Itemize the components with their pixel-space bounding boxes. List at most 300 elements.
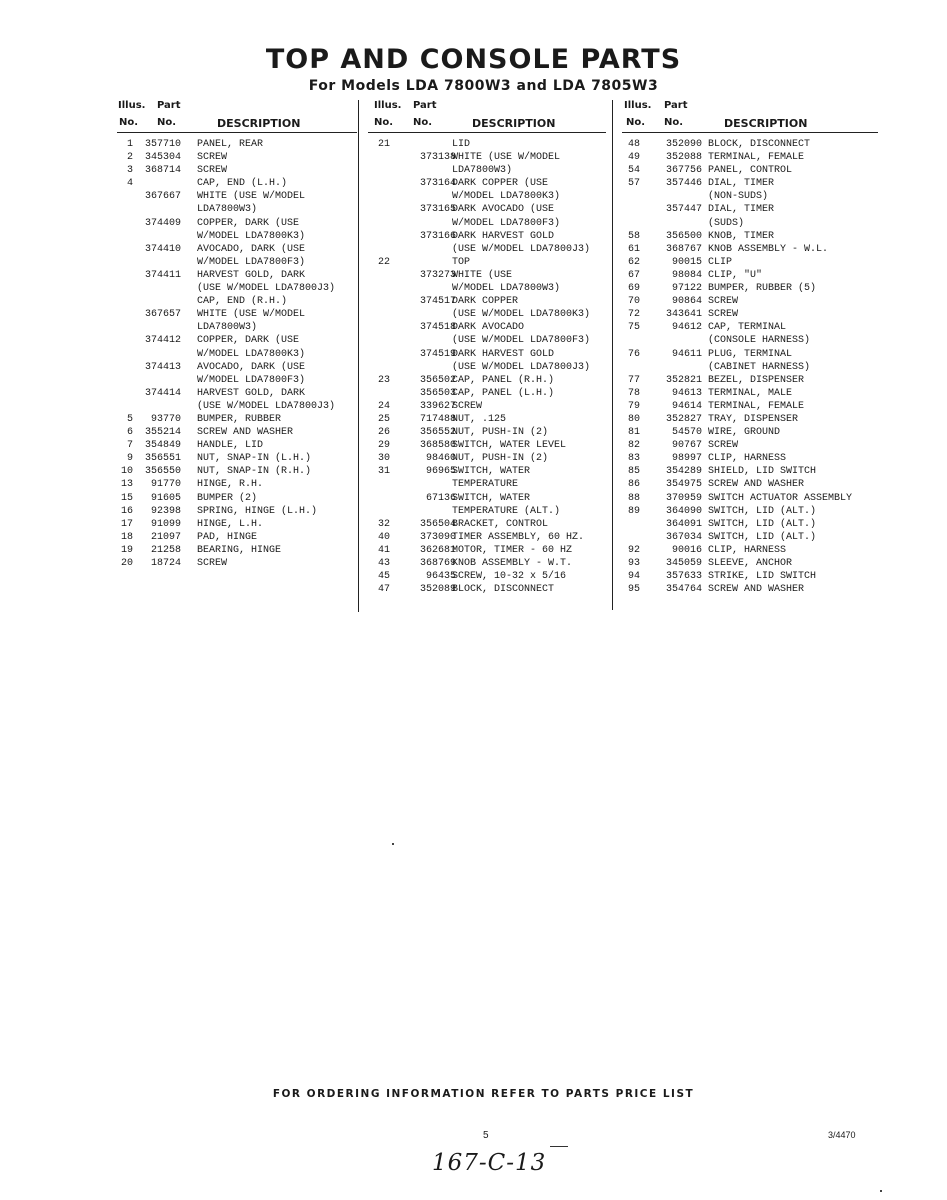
part-number: 354764: [665, 584, 702, 596]
illus-number: 10: [120, 466, 133, 478]
scan-speck: [392, 843, 394, 845]
header-no: No.: [119, 117, 139, 128]
parts-column-1: [117, 98, 357, 570]
part-number: 352088: [665, 152, 702, 164]
table-row: [117, 138, 357, 151]
table-row: [368, 583, 606, 596]
table-row: [368, 295, 606, 308]
page-number: 5: [483, 1130, 489, 1141]
table-row: [117, 544, 357, 557]
header-rule: [622, 132, 878, 133]
part-description: TOP: [452, 256, 471, 268]
table-row: [368, 531, 606, 544]
part-description: SCREW: [708, 296, 739, 308]
part-number: 373166: [419, 230, 456, 242]
part-description: SPRING, HINGE (L.H.): [197, 505, 318, 517]
illus-number: 86: [627, 479, 640, 491]
part-number: 356552: [419, 427, 456, 439]
part-description: NUT, PUSH-IN (2): [452, 427, 549, 439]
table-row: [622, 217, 878, 230]
table-row: [117, 282, 357, 295]
part-number: 91770: [150, 479, 181, 491]
table-row: [622, 282, 878, 295]
illus-number: 26: [377, 427, 390, 439]
part-description: (SUDS): [708, 217, 745, 229]
header-description: DESCRIPTION: [217, 117, 301, 130]
illus-number: 92: [627, 544, 640, 556]
table-row: [117, 256, 357, 269]
part-description: NUT, SNAP-IN (R.H.): [197, 466, 312, 478]
table-row: [368, 557, 606, 570]
header-part: Part: [413, 100, 437, 111]
part-number: 21258: [150, 544, 181, 556]
illus-number: 47: [377, 584, 390, 596]
part-description: (USE W/MODEL LDA7800F3): [452, 335, 591, 347]
illus-number: 80: [627, 413, 640, 425]
part-description: HARVEST GOLD, DARK: [197, 269, 306, 281]
table-row: [368, 348, 606, 361]
parts-rows: [368, 138, 606, 596]
illus-number: 54: [627, 165, 640, 177]
table-row: [368, 439, 606, 452]
table-row: [622, 544, 878, 557]
table-row: [622, 505, 878, 518]
header-no: No.: [626, 117, 646, 128]
illus-number: 78: [627, 387, 640, 399]
illus-number: 13: [120, 479, 133, 491]
part-number: 356504: [419, 518, 456, 530]
table-row: [117, 478, 357, 491]
part-number: 367667: [144, 191, 181, 203]
part-description: CAP, TERMINAL: [708, 322, 787, 334]
part-number: 368767: [665, 243, 702, 255]
part-number: 374411: [144, 269, 181, 281]
part-number: 67136: [425, 492, 456, 504]
part-description: KNOB ASSEMBLY - W.T.: [452, 558, 573, 569]
table-row: [368, 177, 606, 190]
table-row: [368, 203, 606, 216]
table-row: [368, 308, 606, 321]
table-row: [117, 164, 357, 177]
scan-speck: [880, 1190, 882, 1192]
part-number: 356500: [665, 230, 702, 242]
part-description: WIRE, GROUND: [708, 427, 781, 439]
illus-number: 94: [627, 571, 640, 583]
table-row: [368, 426, 606, 439]
table-row: [622, 203, 878, 216]
part-description: (NON-SUDS): [708, 191, 769, 203]
table-row: [622, 478, 878, 491]
part-description: SHIELD, LID SWITCH: [708, 466, 817, 478]
part-description: SCREW: [708, 440, 739, 452]
header-rule: [368, 132, 606, 133]
part-description: TRAY, DISPENSER: [708, 413, 799, 425]
illus-number: 89: [627, 505, 640, 517]
header-part: Part: [664, 100, 688, 111]
illus-number: 48: [627, 139, 640, 150]
table-row: [622, 557, 878, 570]
part-number: 98460: [425, 453, 456, 465]
part-description: BEZEL, DISPENSER: [708, 374, 805, 386]
table-row: [117, 531, 357, 544]
part-number: 374410: [144, 243, 181, 255]
part-description: PANEL, REAR: [197, 139, 264, 150]
part-description: WHITE (USE: [452, 269, 513, 281]
part-number: 362681: [419, 544, 456, 556]
table-row: [622, 164, 878, 177]
part-description: CLIP: [708, 256, 733, 268]
illus-number: 75: [627, 322, 640, 334]
illus-number: 69: [627, 283, 640, 295]
part-number: 374414: [144, 387, 181, 399]
table-row: [368, 256, 606, 269]
table-row: [622, 518, 878, 531]
part-description: LDA7800W3): [197, 204, 258, 216]
header-illus: Illus.: [624, 100, 652, 111]
table-row: [368, 492, 606, 505]
illus-number: 2: [126, 152, 133, 164]
part-description: TEMPERATURE (ALT.): [452, 505, 561, 517]
illus-number: 3: [126, 165, 133, 177]
parts-column-2: [368, 98, 606, 596]
part-description: DARK AVOCADO: [452, 322, 525, 334]
part-number: 354975: [665, 479, 702, 491]
table-row: [368, 190, 606, 203]
part-description: (USE W/MODEL LDA7800J3): [452, 243, 591, 255]
part-description: W/MODEL LDA7800K3): [452, 191, 561, 203]
part-description: SWITCH, LID (ALT.): [708, 505, 817, 517]
part-number: 90015: [671, 256, 702, 268]
part-description: BUMPER, RUBBER: [197, 413, 282, 425]
table-row: [622, 531, 878, 544]
table-row: [622, 190, 878, 203]
header-part-no: No.: [157, 117, 177, 128]
header-part-no: No.: [413, 117, 433, 128]
part-number: 373138: [419, 152, 456, 164]
part-number: 374412: [144, 335, 181, 347]
part-description: NUT, SNAP-IN (L.H.): [197, 453, 312, 465]
table-row: [368, 361, 606, 374]
part-number: 374413: [144, 361, 181, 373]
part-description: WHITE (USE W/MODEL: [452, 152, 561, 164]
part-description: SWITCH, LID (ALT.): [708, 531, 817, 543]
table-row: [117, 243, 357, 256]
part-description: BEARING, HINGE: [197, 544, 282, 556]
part-number: 354849: [144, 440, 181, 452]
illus-number: 82: [627, 440, 640, 452]
table-row: [117, 230, 357, 243]
illus-number: 23: [377, 374, 390, 386]
part-number: 368714: [144, 165, 181, 177]
table-row: [368, 269, 606, 282]
part-description: KNOB, TIMER: [708, 230, 775, 242]
illus-number: 40: [377, 531, 390, 543]
table-row: [117, 518, 357, 531]
part-description: (USE W/MODEL LDA7800K3): [452, 309, 591, 321]
illus-number: 30: [377, 453, 390, 465]
table-row: [117, 269, 357, 282]
part-description: TEMPERATURE: [452, 479, 519, 491]
illus-number: 6: [126, 427, 133, 439]
illus-number: 20: [120, 558, 133, 569]
table-row: [117, 308, 357, 321]
table-row: [622, 413, 878, 426]
part-number: 345059: [665, 558, 702, 569]
part-number: 374517: [419, 296, 456, 308]
part-description: HANDLE, LID: [197, 440, 264, 452]
table-row: [117, 557, 357, 570]
illus-number: 18: [120, 531, 133, 543]
part-number: 368769: [419, 558, 456, 569]
part-number: 364091: [665, 518, 702, 530]
part-number: 373273: [419, 269, 456, 281]
table-row: [368, 334, 606, 347]
table-row: [368, 230, 606, 243]
part-description: DARK COPPER (USE: [452, 178, 549, 190]
part-number: 368580: [419, 440, 456, 452]
part-number: 367034: [665, 531, 702, 543]
table-row: [117, 374, 357, 387]
table-row: [117, 400, 357, 413]
part-description: TIMER ASSEMBLY, 60 HZ.: [452, 531, 585, 543]
part-number: 90767: [671, 440, 702, 452]
illus-number: 15: [120, 492, 133, 504]
table-row: [368, 505, 606, 518]
table-row: [368, 518, 606, 531]
part-number: 96965: [425, 466, 456, 478]
table-row: [117, 321, 357, 334]
part-description: (USE W/MODEL LDA7800J3): [197, 283, 336, 295]
part-number: 352827: [665, 413, 702, 425]
illus-number: 61: [627, 243, 640, 255]
table-row: [117, 295, 357, 308]
part-number: 345304: [144, 152, 181, 164]
table-row: [368, 164, 606, 177]
column-divider: [612, 100, 613, 610]
illus-number: 4: [126, 178, 133, 190]
header-rule: [117, 132, 357, 133]
table-row: [117, 177, 357, 190]
header-part-no: No.: [664, 117, 684, 128]
parts-rows: [117, 138, 357, 570]
illus-number: 21: [377, 139, 390, 150]
part-number: 357447: [665, 204, 702, 216]
part-description: BLOCK, DISCONNECT: [708, 139, 811, 150]
illus-number: 58: [627, 230, 640, 242]
part-description: SCREW: [197, 165, 228, 177]
part-number: 374409: [144, 217, 181, 229]
table-row: [622, 308, 878, 321]
part-description: DARK COPPER: [452, 296, 519, 308]
table-row: [117, 151, 357, 164]
part-description: (USE W/MODEL LDA7800J3): [197, 400, 336, 412]
part-description: MOTOR, TIMER - 60 HZ: [452, 544, 573, 556]
table-row: [368, 478, 606, 491]
part-number: 94611: [671, 348, 702, 360]
part-number: 373090: [419, 531, 456, 543]
part-number: 364090: [665, 505, 702, 517]
document-code: 3/4470: [828, 1130, 856, 1140]
part-description: (CONSOLE HARNESS): [708, 335, 811, 347]
table-row: [622, 583, 878, 596]
handwritten-note: 167-C-13: [432, 1150, 547, 1176]
page-subtitle: For Models LDA 7800W3 and LDA 7805W3: [308, 78, 659, 94]
table-row: [368, 217, 606, 230]
table-row: [622, 465, 878, 478]
table-row: [368, 400, 606, 413]
part-description: CAP, PANEL (R.H.): [452, 374, 555, 386]
part-description: SWITCH, WATER: [452, 466, 531, 478]
part-description: COPPER, DARK (USE: [197, 335, 300, 347]
illus-number: 32: [377, 518, 390, 530]
table-row: [622, 243, 878, 256]
illus-number: 81: [627, 427, 640, 439]
part-description: CLIP, HARNESS: [708, 453, 787, 465]
table-row: [368, 452, 606, 465]
part-description: CAP, PANEL (L.H.): [452, 387, 555, 399]
header-illus: Illus.: [118, 100, 146, 111]
part-number: 354289: [665, 466, 702, 478]
table-row: [368, 282, 606, 295]
part-number: 373164: [419, 178, 456, 190]
part-description: SWITCH, LID (ALT.): [708, 518, 817, 530]
illus-number: 29: [377, 440, 390, 452]
illus-number: 88: [627, 492, 640, 504]
part-description: SCREW AND WASHER: [197, 427, 294, 439]
part-description: DARK HARVEST GOLD: [452, 230, 555, 242]
table-row: [622, 295, 878, 308]
part-number: 91605: [150, 492, 181, 504]
part-description: AVOCADO, DARK (USE: [197, 243, 306, 255]
header-description: DESCRIPTION: [724, 117, 808, 130]
part-description: LDA7800W3): [197, 322, 258, 334]
illus-number: 72: [627, 309, 640, 321]
part-description: DIAL, TIMER: [708, 204, 775, 216]
part-description: SWITCH ACTUATOR ASSEMBLY: [708, 492, 853, 504]
part-description: W/MODEL LDA7800F3): [197, 374, 306, 386]
part-description: SCREW: [452, 400, 483, 412]
part-description: LDA7800W3): [452, 165, 513, 177]
part-number: 357633: [665, 571, 702, 583]
part-description: BUMPER (2): [197, 492, 258, 504]
part-number: 92398: [150, 505, 181, 517]
table-row: [622, 256, 878, 269]
table-row: [622, 361, 878, 374]
part-number: 717488: [419, 413, 456, 425]
illus-number: 7: [126, 440, 133, 452]
ordering-note: FOR ORDERING INFORMATION REFER TO PARTS PRICE LIST: [272, 1088, 695, 1100]
part-description: HARVEST GOLD, DARK: [197, 387, 306, 399]
part-description: KNOB ASSEMBLY - W.L.: [708, 243, 829, 255]
part-description: TERMINAL, MALE: [708, 387, 793, 399]
illus-number: 76: [627, 348, 640, 360]
table-row: [622, 269, 878, 282]
illus-number: 83: [627, 453, 640, 465]
parts-rows: [622, 138, 878, 596]
part-number: 97122: [671, 283, 702, 295]
part-number: 94612: [671, 322, 702, 334]
header-description: DESCRIPTION: [472, 117, 556, 130]
part-description: WHITE (USE W/MODEL: [197, 191, 306, 203]
part-number: 90864: [671, 296, 702, 308]
table-row: [622, 400, 878, 413]
part-number: 352821: [665, 374, 702, 386]
illus-number: 16: [120, 505, 133, 517]
table-row: [622, 570, 878, 583]
table-row: [117, 505, 357, 518]
header-part: Part: [157, 100, 181, 111]
table-row: [117, 465, 357, 478]
table-row: [117, 348, 357, 361]
table-row: [622, 348, 878, 361]
part-number: 343641: [665, 309, 702, 321]
illus-number: 41: [377, 544, 390, 556]
part-number: 98997: [671, 453, 702, 465]
part-number: 94614: [671, 400, 702, 412]
header-no: No.: [374, 117, 394, 128]
part-description: SWITCH, WATER LEVEL: [452, 440, 567, 452]
table-row: [368, 544, 606, 557]
part-number: 352089: [419, 584, 456, 596]
table-row: [368, 387, 606, 400]
illus-number: 19: [120, 544, 133, 556]
illus-number: 43: [377, 558, 390, 569]
part-number: 94613: [671, 387, 702, 399]
part-number: 339627: [419, 400, 456, 412]
table-row: [622, 439, 878, 452]
table-row: [368, 413, 606, 426]
part-description: W/MODEL LDA7800K3): [197, 348, 306, 360]
part-description: SCREW AND WASHER: [708, 584, 805, 596]
part-description: BUMPER, RUBBER (5): [708, 283, 817, 295]
part-description: TERMINAL, FEMALE: [708, 400, 805, 412]
part-number: 91099: [150, 518, 181, 530]
column-header: [622, 98, 878, 134]
part-description: SLEEVE, ANCHOR: [708, 558, 793, 569]
illus-number: 95: [627, 584, 640, 596]
part-description: CLIP, "U": [708, 269, 763, 281]
part-description: BLOCK, DISCONNECT: [452, 584, 555, 596]
table-row: [368, 138, 606, 151]
table-row: [622, 138, 878, 151]
illus-number: 93: [627, 558, 640, 569]
part-description: CAP, END (R.H.): [197, 296, 288, 308]
part-description: (USE W/MODEL LDA7800J3): [452, 361, 591, 373]
part-description: SCREW: [708, 309, 739, 321]
part-description: SCREW: [197, 152, 228, 164]
part-description: PANEL, CONTROL: [708, 165, 793, 177]
parts-column-3: [622, 98, 878, 596]
table-row: [117, 492, 357, 505]
part-description: CLIP, HARNESS: [708, 544, 787, 556]
table-row: [368, 570, 606, 583]
illus-number: 24: [377, 400, 390, 412]
part-number: 374519: [419, 348, 456, 360]
column-header: [117, 98, 357, 134]
part-number: 374518: [419, 322, 456, 334]
part-number: 370959: [665, 492, 702, 504]
part-description: SWITCH, WATER: [452, 492, 531, 504]
table-row: [622, 177, 878, 190]
part-number: 357710: [144, 139, 181, 150]
part-number: 355214: [144, 427, 181, 439]
table-row: [622, 426, 878, 439]
part-number: 357446: [665, 178, 702, 190]
table-row: [117, 217, 357, 230]
illus-number: 70: [627, 296, 640, 308]
part-number: 367657: [144, 309, 181, 321]
part-description: DIAL, TIMER: [708, 178, 775, 190]
